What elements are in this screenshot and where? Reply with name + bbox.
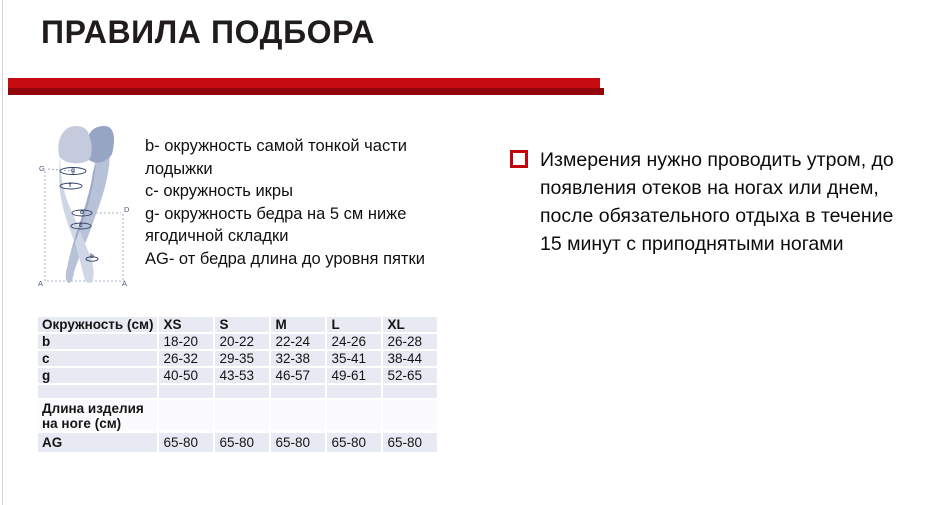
legs-measurement-diagram — [36, 122, 136, 292]
row-ag-xl: 65-80 — [383, 433, 437, 452]
knee-label: d — [80, 209, 84, 216]
row-g-label: g — [38, 368, 157, 383]
row-ag-l: 65-80 — [327, 433, 381, 452]
note-text: Измерения нужно проводить утром, до появления отеков на ногах или днем, после обязательного отдыха в течение 15 минут с приподнятыми ногами — [540, 149, 894, 255]
table-row-spacer — [38, 385, 437, 398]
row-ag-xs: 65-80 — [159, 433, 213, 452]
length-header-label: Длина изделия на ноге (см) — [38, 400, 157, 431]
header-cell-xs: XS — [159, 317, 213, 332]
slide-edge-line — [2, 0, 3, 505]
ankle-label: b — [90, 253, 94, 260]
definition-line-g: g- окружность бедра на 5 см ниже ягодичной складки — [145, 204, 407, 245]
row-c-xl: 38-44 — [383, 351, 437, 366]
accent-bar-bright — [8, 78, 600, 88]
table-header-row — [38, 317, 437, 332]
row-c-m: 32-38 — [271, 351, 325, 366]
row-ag-label: AG — [38, 433, 157, 452]
table-row-g — [38, 368, 437, 383]
diagram-label-D: D — [124, 205, 130, 214]
hips-shading — [89, 126, 114, 163]
header-cell-xl: XL — [383, 317, 437, 332]
page-title: ПРАВИЛА ПОДБОРА — [41, 14, 375, 50]
definition-line-c: c- окружность икры — [145, 182, 293, 200]
row-b-m: 22-24 — [271, 334, 325, 349]
thigh-label: g — [71, 167, 75, 174]
checkbox-bullet-icon — [510, 150, 528, 168]
row-g-s: 43-53 — [215, 368, 269, 383]
calf-label: c — [79, 222, 83, 229]
row-c-xs: 26-32 — [159, 351, 213, 366]
row-ag-m: 65-80 — [271, 433, 325, 452]
definition-line-ag: AG- от бедра длина до уровня пятки — [145, 249, 425, 268]
row-b-xl: 26-28 — [383, 334, 437, 349]
table-row-length-header — [38, 400, 437, 431]
size-table — [36, 315, 439, 454]
row-b-s: 20-22 — [215, 334, 269, 349]
row-g-xs: 40-50 — [159, 368, 213, 383]
table-row-ag — [38, 433, 437, 452]
header-cell-m: M — [271, 317, 325, 332]
row-g-l: 49-61 — [327, 368, 381, 383]
header-cell-s: S — [215, 317, 269, 332]
measurement-definitions — [145, 135, 453, 270]
definition-line-b: b- окружность самой тонкой части лодыжки — [145, 137, 407, 178]
header-cell-l: L — [327, 317, 381, 332]
row-b-label: b — [38, 334, 157, 349]
diagram-label-A-right: A — [122, 279, 128, 288]
row-c-label: c — [38, 351, 157, 366]
row-g-m: 46-57 — [271, 368, 325, 383]
accent-bar-dark — [8, 88, 604, 95]
row-c-s: 29-35 — [215, 351, 269, 366]
header-cell-circumference: Окружность (см) — [38, 317, 157, 332]
row-c-l: 35-41 — [327, 351, 381, 366]
table-row-c — [38, 351, 437, 366]
table-row-b — [38, 334, 437, 349]
row-b-xs: 18-20 — [159, 334, 213, 349]
row-ag-s: 65-80 — [215, 433, 269, 452]
lower-thigh-label: f — [69, 182, 72, 189]
diagram-label-A-left: A — [38, 279, 44, 288]
diagram-label-G: G — [39, 164, 45, 173]
row-g-xl: 52-65 — [383, 368, 437, 383]
measurement-note — [510, 146, 910, 258]
spacer-cell — [38, 385, 157, 398]
row-b-l: 24-26 — [327, 334, 381, 349]
